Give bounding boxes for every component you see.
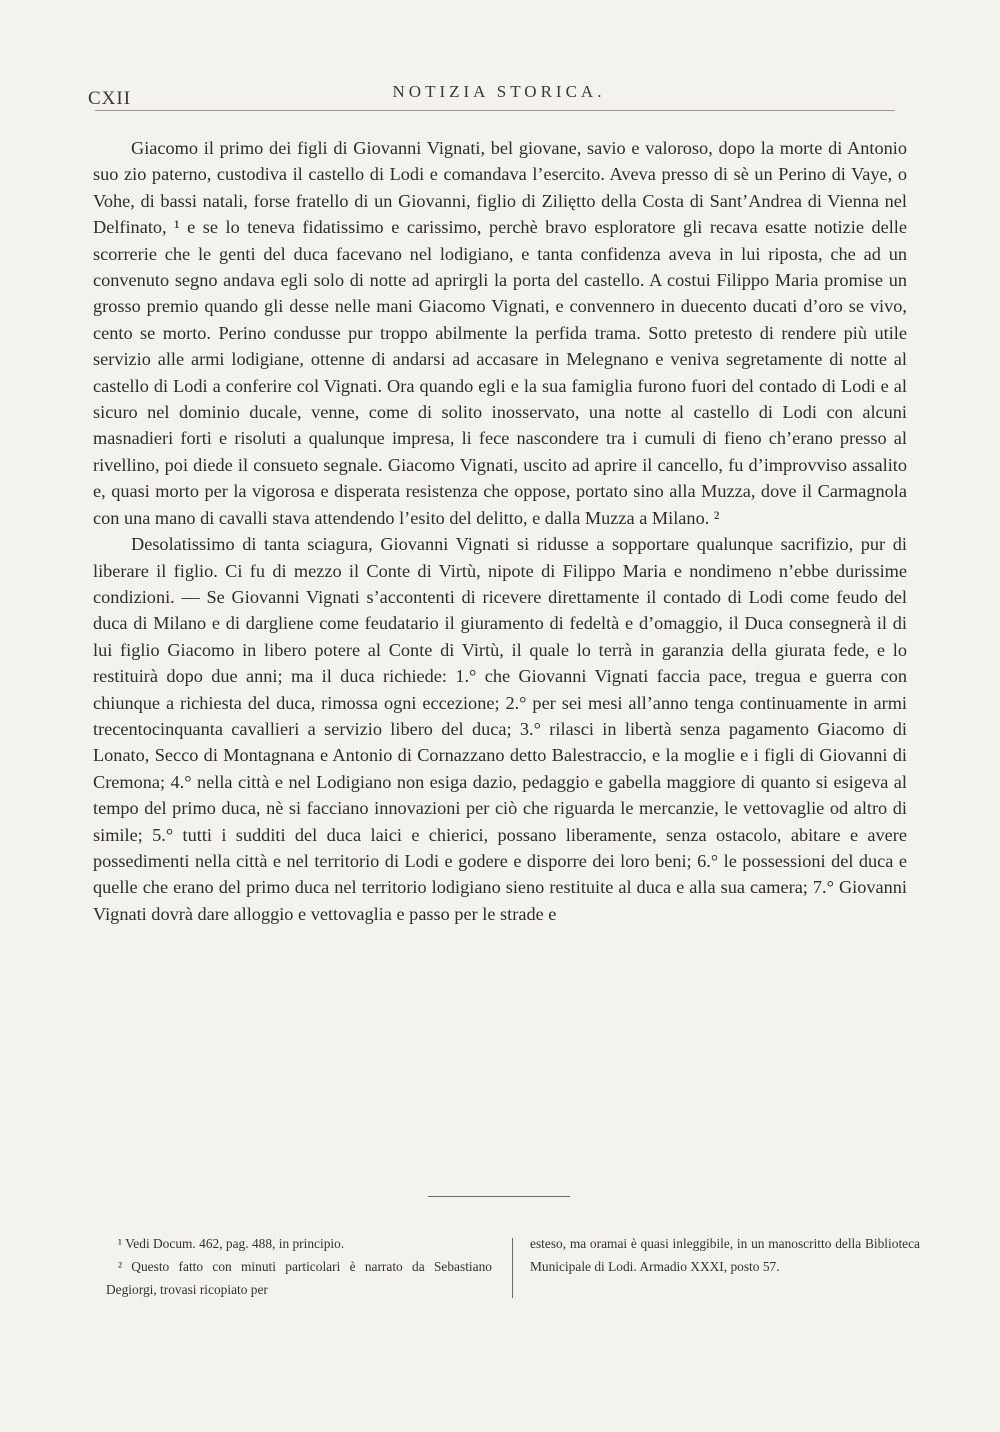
footnote-2-continuation: esteso, ma oramai è quasi inleggibile, in un manoscritto della Biblioteca Municipale di Lodi. Armadio XXXI, posto 57.	[530, 1236, 920, 1274]
footnote-2: ² Questo fatto con minuti particolari è narrato da Sebastiano Degiorgi, trovasi ricopiato per	[106, 1259, 492, 1297]
footnote-separator	[428, 1196, 570, 1197]
header-rule	[95, 110, 895, 111]
column-divider	[512, 1238, 513, 1298]
footnote-1: ¹ Vedi Docum. 462, pag. 488, in principio.	[118, 1236, 345, 1251]
footnotes-right-column	[530, 1232, 920, 1278]
page-number: CXII	[88, 88, 132, 109]
main-text	[93, 135, 907, 927]
paragraph-1: Giacomo il primo dei figli di Giovanni Vignati, bel giovane, savio e valoroso, dopo la morte di Antonio suo zio paterno, custodiva il castello di Lodi e comandava l’esercito. Aveva presso di sè un Perino di Vaye, o Vohe, di bassi natali, forse fratello di un Giovanni, figlio di Ziliętto della Costa di Sant’Andrea di Vienna nel Delfinato, ¹ e se lo teneva fidatissimo e carissimo, perchè bravo esploratore gli recava esatte notizie delle scorrerie che le genti del duca facevano nel lodigiano, e tanta confidenza aveva in lui riposta, che ad un convenuto segno andava egli solo di notte ad aprirgli la porta del castello. A costui Filippo Maria promise un grosso premio quando gli desse nelle mani Giacomo Vignati, e convennero in duecento ducati d’oro se vivo, cento se morto. Perino condusse pur troppo abilmente la perfida trama. Sotto pretesto di rendere più utile servizio alle armi lodigiane, ottenne di andarsi ad accasare in Melegnano e veniva segretamente di notte al castello di Lodi a conferire col Vignati. Ora quando egli e la sua famiglia furono fuori del contado di Lodi e al sicuro nel dominio ducale, venne, come di solito inosservato, una notte al castello di Lodi con alcuni masnadieri forti e risoluti a qualunque impresa, li fece nascondere tra i cumuli di fieno ch’erano presso al rivellino, poi diede il consueto segnale. Giacomo Vignati, uscito ad aprire il cancello, fu d’improvviso assalito e, quasi morto per la vigorosa e disperata resistenza che oppose, portato sino alla Muzza, dove il Carmagnola con una mano di cavalli stava attendendo l’esito del delitto, e dalla Muzza a Milano. ²	[93, 138, 907, 528]
footnotes-left-column	[106, 1232, 492, 1301]
paragraph-2: Desolatissimo di tanta sciagura, Giovanni Vignati si ridusse a sopportare qualunque sacrifizio, pur di liberare il figlio. Ci fu di mezzo il Conte di Virtù, nipote di Filippo Maria e nondimeno n’ebbe durissime condizioni. — Se Giovanni Vignati s’accontenti di ricevere direttamente il contado di Lodi come feudo del duca di Milano e di dargliene come feudatario il giuramento di fedeltà e d’omaggio, il Duca consegnerà il di lui figlio Giacomo in libero potere al Conte di Virtù, il quale lo terrà in garanzia della giurata fede, e lo restituirà dopo due anni; ma il duca richiede: 1.° che Giovanni Vignati faccia pace, tregua e guerra con chiunque a richiesta del duca, rimossa ogni eccezione; 2.° per sei mesi all’anno tenga continuamente in armi trecentocinquanta cavallieri a servizio libero del duca; 3.° rilasci in libertà senza pagamento Giacomo di Lonato, Secco di Montagnana e Antonio di Cornazzano detto Balestraccio, e la moglie e i figli di Giovanni di Cremona; 4.° nella città e nel Lodigiano non esiga dazio, pedaggio e gabella maggiore di quanto si esigeva al tempo del primo duca, nè si facciano innovazioni per ciò che riguarda le mercanzie, le vettovaglie od altro di simile; 5.° tutti i sudditi del duca laici e chierici, possano liberamente, senza ostacolo, abitare e avere possedimenti nella città e nel territorio di Lodi e godere e disporre dei loro beni; 6.° le possessioni del duca e quelle che erano del primo duca nel territorio lodigiano sieno restituite al duca e alla sua camera; 7.° Giovanni Vignati dovrà dare alloggio e vettovaglia e passo per le strade e	[93, 534, 907, 924]
running-title: NOTIZIA STORICA.	[392, 82, 606, 101]
page-header	[88, 78, 910, 118]
